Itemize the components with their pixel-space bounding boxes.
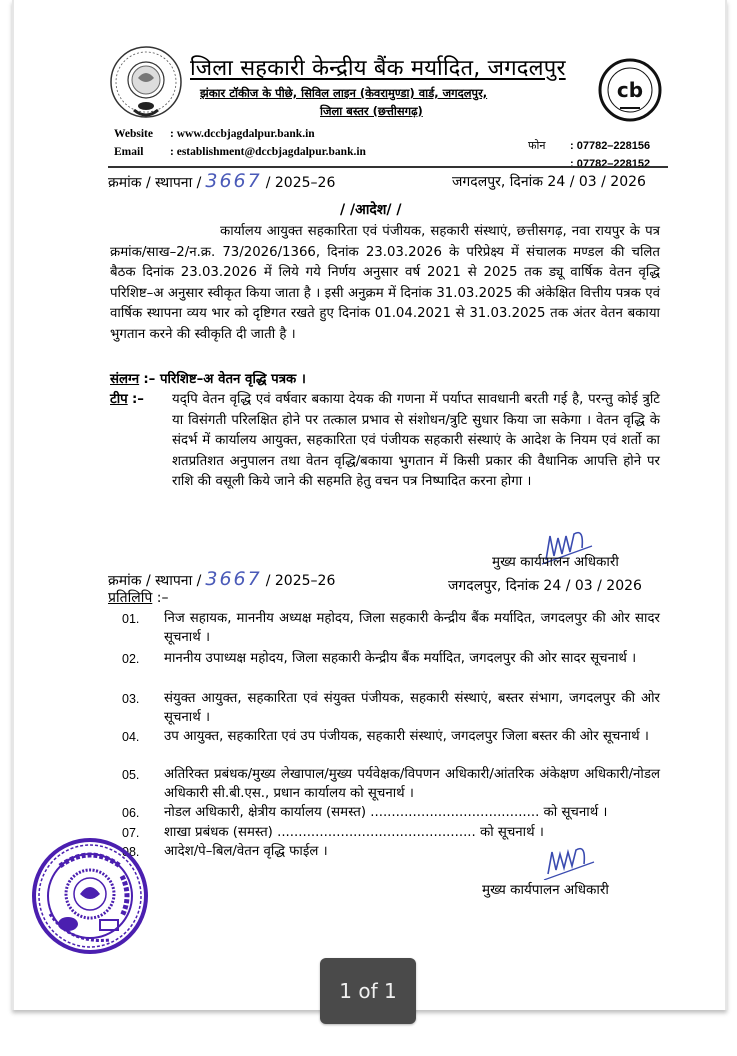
website-label: Website [114, 128, 153, 140]
copy-item-number: 04. [122, 730, 140, 744]
copy-label-row [108, 588, 168, 607]
copy-item-text: निज सहायक, माननीय अध्यक्ष महोदय, जिला सहकारी केन्द्रीय बैंक मर्यादित, जगदलपुर की ओर सादर सूचनार्थ । [164, 611, 660, 645]
page-indicator: 1 of 1 [320, 958, 416, 1024]
ref-suffix: / 2025–26 [265, 175, 336, 191]
email-label: Email [114, 146, 144, 158]
phone-label: फोन [528, 139, 546, 152]
copy-item-text: माननीय उपाध्यक्ष महोदय, जिला सहकारी केन्द्रीय बैंक मर्यादित, जगदलपुर की ओर सादर सूचनार्थ । [164, 651, 637, 666]
copy-label-sep: :– [156, 590, 169, 606]
copy-item-text: उप आयुक्त, सहकारिता एवं उप पंजीयक, सहकारी संस्थाएं, जगदलपुर जिला बस्तर की ओर सूचनार्थ । [164, 729, 649, 744]
copy-item-number: 02. [122, 652, 140, 666]
copy-label: प्रतिलिपि [108, 590, 153, 606]
org-district: जिला बस्तर (छत्तीसगढ़) [320, 104, 423, 118]
email-link[interactable]: establishment@dccbjagdalpur.bank.in [176, 146, 366, 158]
signatory-title-2: मुख्य कार्यपालन अधिकारी [482, 882, 609, 898]
copy-ref-suffix: / 2025–26 [265, 573, 336, 589]
note-label: टीप [110, 392, 128, 407]
copy-item-text: अतिरिक्त प्रबंधक/मुख्य लेखापाल/मुख्य पर्यवेक्षक/विपणन अधिकारी/आंतरिक अंकेक्षण अधिकारी/नोडल अधिकारी सी.बी.एस., प्रधान कार्यालय को सूचनार्थ । [164, 767, 660, 801]
signature-mark-2 [540, 840, 600, 880]
handwritten-ref-number: 3667 [205, 170, 262, 192]
org-address: झंकार टॉकीज के पीछे, सिविल लाइन (केवरामुण्डा) वार्ड, जगदलपुर, [200, 86, 488, 100]
phone-2: : 07782–228152 [570, 158, 651, 170]
signatory-title-1: मुख्य कार्यपालन अधिकारी [492, 554, 619, 570]
bank-round-seal-stamp-icon [30, 836, 150, 956]
place-date: जगदलपुर, दिनांक 24 / 03 / 2026 [452, 174, 646, 190]
note-text: यद्पि वेतन वृद्धि एवं वर्षवार बकाया देयक की गणना में पर्याप्त सावधानी बरती गई है, परन्तु कोई त्रुटि या विसंगती परिलक्षित होने पर तत्काल प्रभाव से संशोधन/त्रुटि सुधार किया जा सकेगा । वेतन वृद्धि के संदर्भ में कार्यालय आयुक्त, सहकारिता एवं पंजीयक सहकारी संस्थाएं के आदेश के नियम एवं शर्तो का शतप्रतिशत अनुपालन तथा वेतन वृद्धि/बकाया भुगतान में किसी प्रकार की वैधानिक आपत्ति होने पर राशि की वसूली किये जाने की सहमति हेतु वचन पत्र निष्पादित करना होगा । [172, 392, 660, 489]
attachment-text: :– परिशिष्ट–अ वेतन वृद्धि पत्रक । [143, 372, 306, 387]
phone-1: : 07782–228156 [570, 140, 651, 152]
copy-place-date: जगदलपुर, दिनांक 24 / 03 / 2026 [448, 578, 642, 594]
copy-item-text: आदेश/पे–बिल/वेतन वृद्धि फाईल । [164, 844, 328, 859]
order-body: कार्यालय आयुक्त सहकारिता एवं पंजीयक, सहकारी संस्थाएं, छत्तीसगढ़, नवा रायपुर के पत्र क्रमांक/साख–2/न.क्र. 73/2026/1366, दिनांक 23.03.2026 के परिप्रेक्ष्य में संचालक मण्डल की चलित बैठक दिनांक 23.03.2026 में लिये गये निर्णय अनुसार वर्ष 2021 से 2025 तक ड्यू वार्षिक वेतन वृद्धि परिशिष्ट–अ अनुसार स्वीकृत किया जाता है । इसी अनुक्रम में दिनांक 31.03.2025 की अंकेक्षित वित्तीय पत्रक एवं वार्षिक स्थापना व्यय भार को दृष्टिगत रखते हुए दिनांक 01.04.2021 से 31.03.2025 तक अंतर वेतन बकाया भुगतान करने की स्वीकृति दी जाती है । [110, 224, 660, 342]
copy-item-number: 05. [122, 768, 140, 782]
copy-reference-number [108, 568, 335, 590]
header-divider [108, 166, 668, 168]
copy-item-text: संयुक्त आयुक्त, सहकारिता एवं संयुक्त पंजीयक, सहकारी संस्थाएं, बस्तर संभाग, जगदलपुर की ओर सूचनार्थ । [164, 691, 660, 725]
attachment-label: संलग्न [110, 372, 140, 387]
copy-item-number: 07. [122, 826, 140, 840]
org-name: जिला सहकारी केन्द्रीय बैंक मर्यादित, जगदलपुर [190, 56, 566, 81]
copy-item-number: 03. [122, 692, 140, 706]
bank-emblem-seal-icon [108, 44, 184, 124]
note-sep: :– [131, 392, 144, 407]
copy-item-text: शाखा प्रबंधक (समस्त) ............................................... को सूचनार्थ । [164, 825, 544, 840]
copy-item-number: 01. [122, 612, 140, 626]
website-link[interactable]: www.dccbjagdalpur.bank.in [176, 128, 315, 140]
cb-logo-text: cb [616, 78, 644, 102]
colon: : [170, 146, 177, 158]
note-label-row [110, 390, 170, 411]
attachment-line [110, 370, 660, 391]
reference-number [108, 170, 335, 192]
copy-item-number: 08. [122, 845, 140, 859]
website-row [114, 128, 315, 140]
cb-cooperative-logo-icon [598, 58, 662, 122]
ref-prefix: क्रमांक / स्थापना / [108, 175, 202, 191]
copy-item-number: 06. [122, 806, 140, 820]
email-row [114, 146, 366, 158]
copy-handwritten-ref-number: 3667 [205, 568, 262, 590]
colon: : [170, 128, 177, 140]
order-heading: / /आदेश/ / [340, 202, 402, 218]
copy-item-text: नोडल अधिकारी, क्षेत्रीय कार्यालय (समस्त) ........................................ को सूचनार्थ । [164, 805, 608, 820]
copy-ref-prefix: क्रमांक / स्थापना / [108, 573, 202, 589]
